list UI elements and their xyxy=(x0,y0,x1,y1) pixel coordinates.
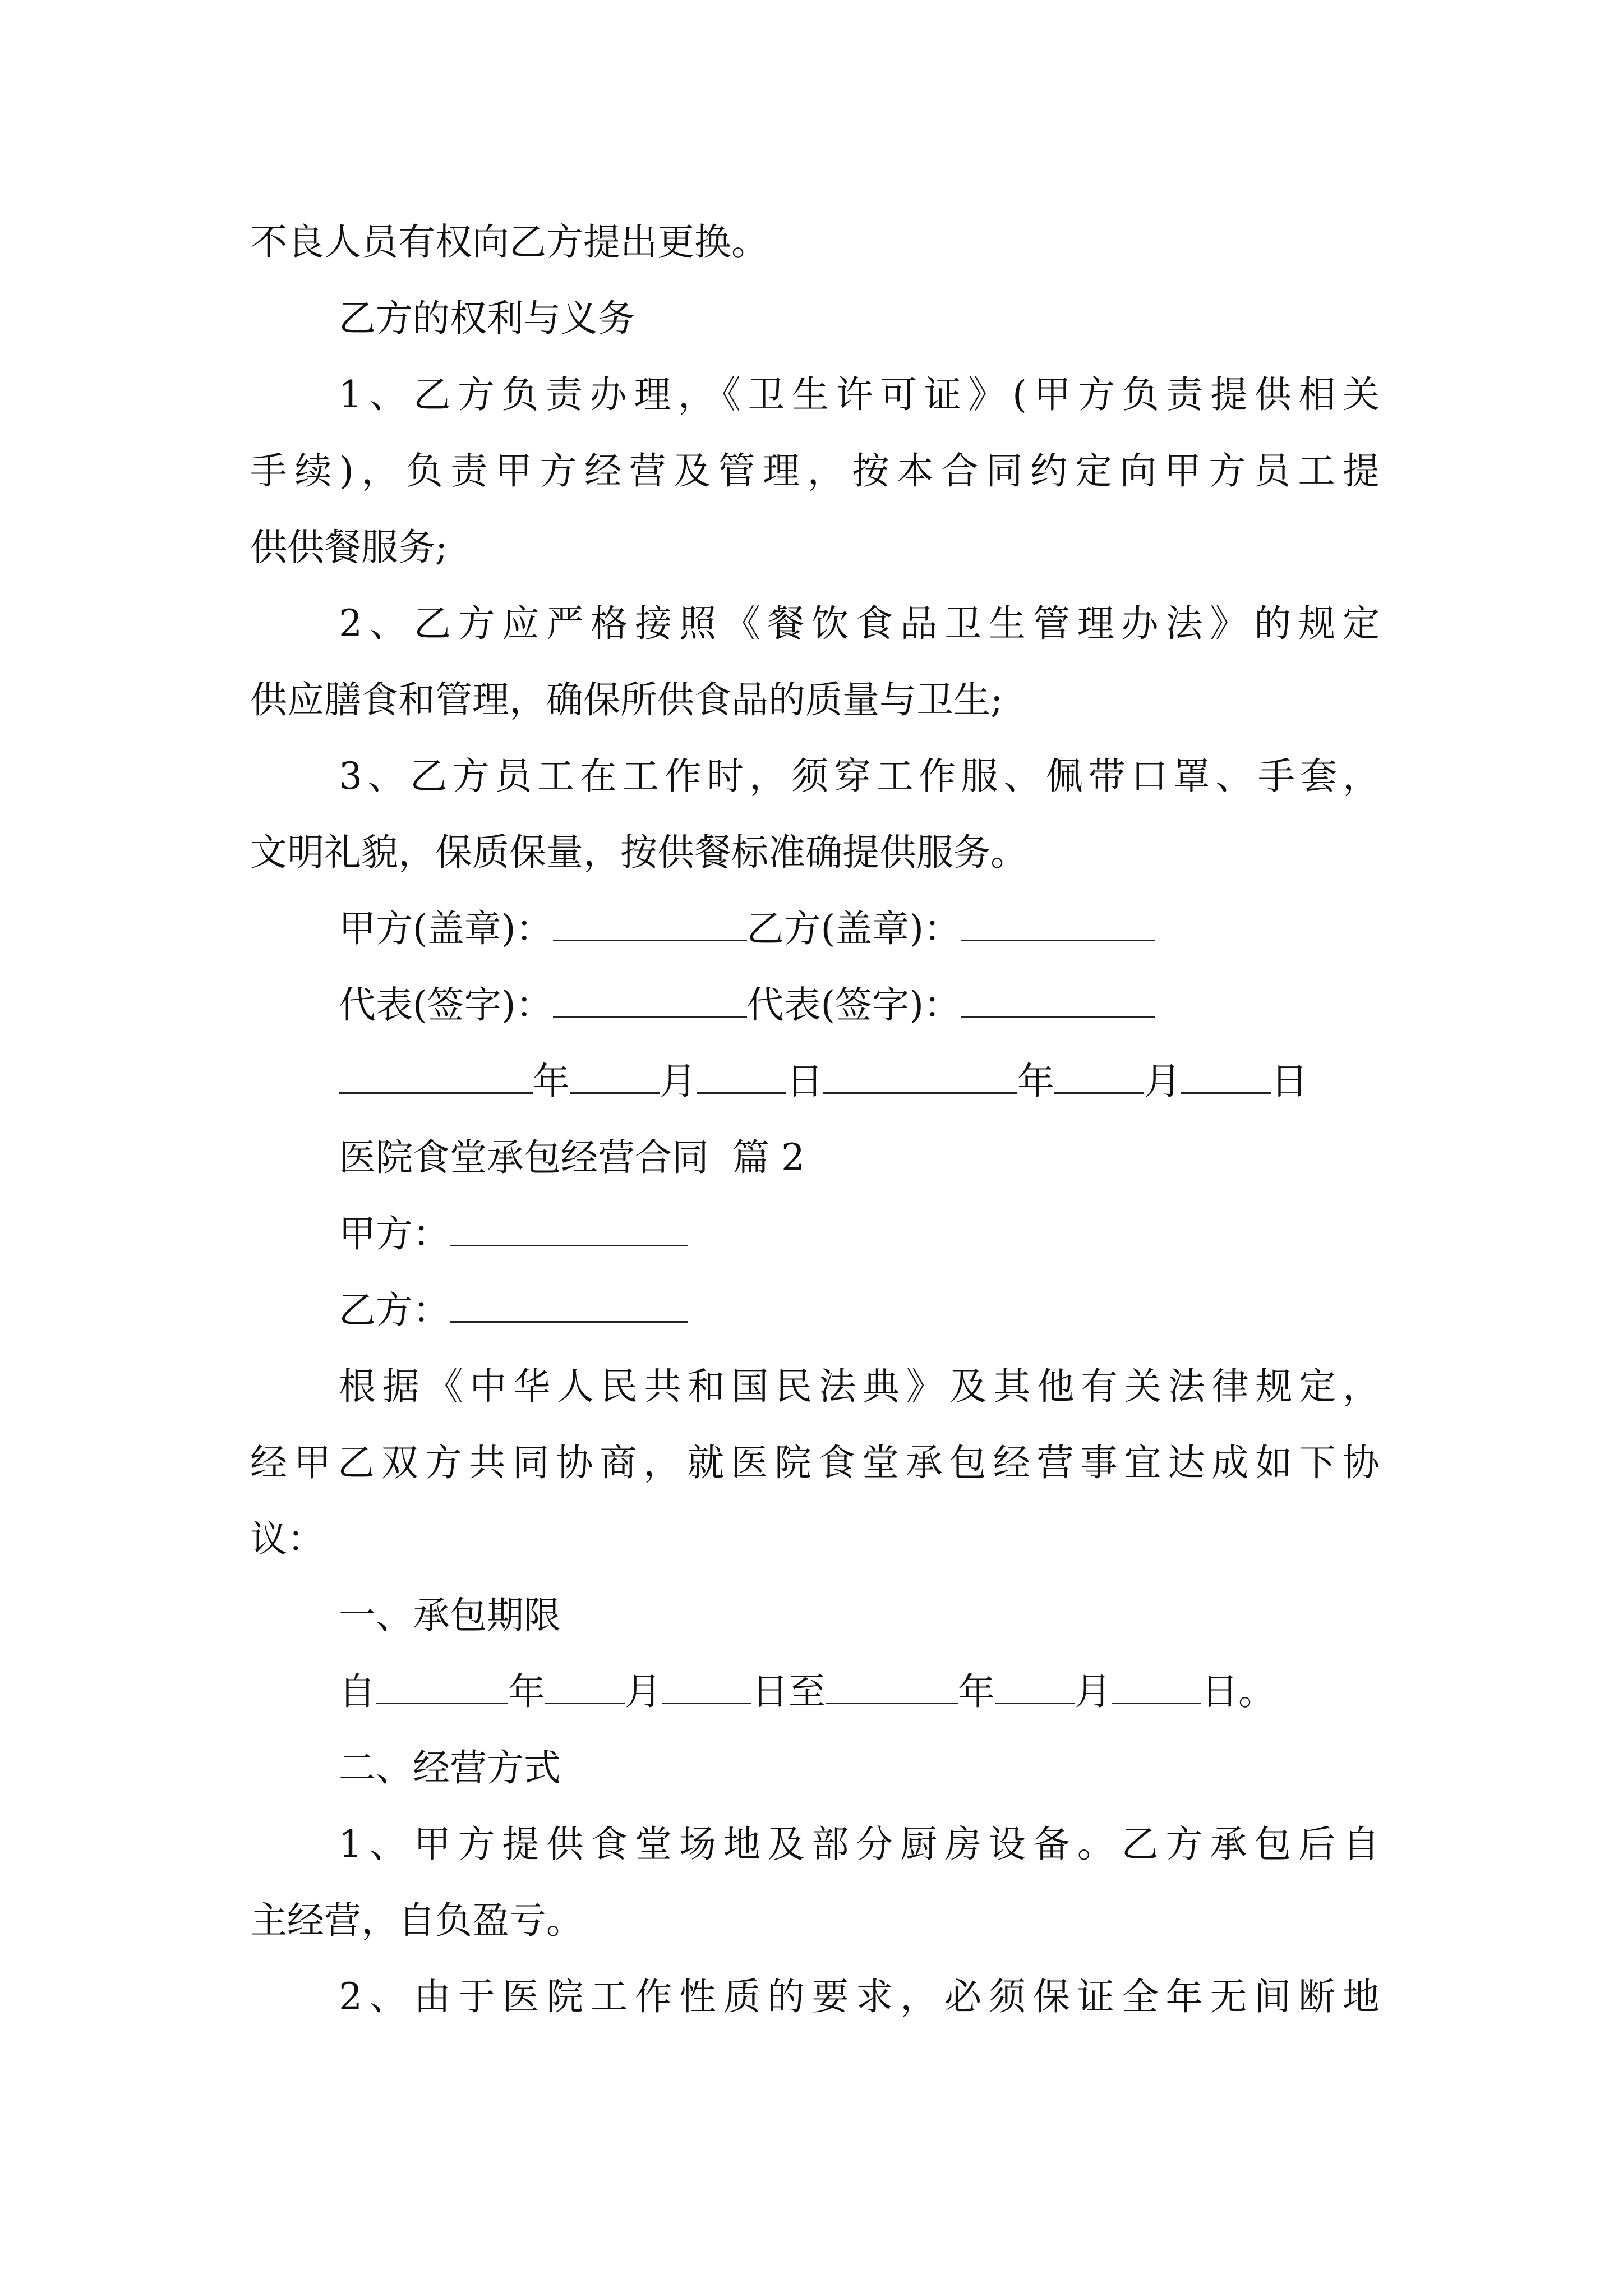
year-label: 年 xyxy=(508,1670,545,1713)
date-day-field[interactable] xyxy=(1181,1061,1271,1094)
signature-line-rep xyxy=(339,983,1155,1028)
text-line: 根据《中华人民共和国民法典》及其他有关法律规定， xyxy=(339,1365,1380,1408)
text-line: 2、乙方应严格接照《餐饮食品卫生管理办法》的规定 xyxy=(339,602,1380,645)
rep-b-field[interactable] xyxy=(961,984,1155,1018)
party-a-field[interactable] xyxy=(450,1213,688,1246)
day-label: 日 xyxy=(1271,1060,1308,1103)
text-line: 1、甲方提供食堂场地及部分厨房设备。乙方承包后自 xyxy=(339,1823,1380,1866)
section-heading: 二、经营方式 xyxy=(339,1746,561,1789)
term-start-year-field[interactable] xyxy=(376,1671,508,1704)
rep-b-label: 代表(签字)： xyxy=(746,983,961,1027)
term-end-day-field[interactable] xyxy=(1112,1671,1201,1704)
text-line: 2、由于医院工作性质的要求，必须保证全年无间断地 xyxy=(339,1975,1380,2018)
rep-a-label: 代表(签字)： xyxy=(339,983,553,1027)
date-month-field[interactable] xyxy=(570,1061,660,1094)
day-label: 日 xyxy=(786,1060,823,1103)
month-label: 月 xyxy=(1075,1670,1112,1713)
term-end-month-field[interactable] xyxy=(995,1671,1075,1704)
party-b-seal-field[interactable] xyxy=(961,908,1155,941)
party-b-label: 乙方： xyxy=(339,1289,450,1332)
year-label: 年 xyxy=(958,1670,995,1713)
date-year-field[interactable] xyxy=(339,1061,533,1094)
date-month-field[interactable] xyxy=(1054,1061,1144,1094)
text-line: 不良人员有权向乙方提出更换。 xyxy=(250,220,768,264)
text-line: 文明礼貌，保质保量，按供餐标准确提供服务。 xyxy=(250,831,1027,874)
month-label: 月 xyxy=(1144,1060,1181,1103)
month-label: 月 xyxy=(625,1670,662,1713)
term-to-label: 日至 xyxy=(751,1670,826,1713)
term-from-label: 自 xyxy=(339,1670,376,1713)
date-line xyxy=(339,1059,1308,1104)
text-line: 议： xyxy=(250,1517,324,1561)
month-label: 月 xyxy=(660,1060,697,1103)
term-end-year-field[interactable] xyxy=(826,1671,958,1704)
text-line: 经甲乙双方共同协商，就医院食堂承包经营事宜达成如下协 xyxy=(250,1441,1380,1484)
text-line: 手续)，负责甲方经营及管理，按本合同约定向甲方员工提 xyxy=(250,449,1380,493)
party-b-seal-label: 乙方(盖章)： xyxy=(746,907,961,950)
term-line xyxy=(339,1669,1275,1714)
section-heading: 一、承包期限 xyxy=(339,1594,561,1637)
party-a-seal-field[interactable] xyxy=(553,908,747,941)
year-label: 年 xyxy=(1017,1060,1054,1103)
text-line: 供供餐服务; xyxy=(250,526,448,569)
party-a-label: 甲方： xyxy=(339,1212,450,1255)
date-day-field[interactable] xyxy=(697,1061,786,1094)
party-b-field[interactable] xyxy=(450,1290,688,1323)
text-line: 主经营，自负盈亏。 xyxy=(250,1899,583,1942)
year-label: 年 xyxy=(533,1060,570,1103)
section-heading: 乙方的权利与义务 xyxy=(339,297,635,340)
rep-a-field[interactable] xyxy=(553,984,747,1018)
text-line: 供应膳食和管理，确保所供食品的质量与卫生; xyxy=(250,678,1003,721)
party-a-line xyxy=(339,1212,688,1257)
text-line: 3、乙方员工在工作时，须穿工作服、佩带口罩、手套， xyxy=(339,754,1380,798)
term-start-month-field[interactable] xyxy=(545,1671,625,1704)
document-title: 医院食堂承包经营合同 篇 2 xyxy=(339,1136,805,1179)
term-start-day-field[interactable] xyxy=(662,1671,751,1704)
party-b-line xyxy=(339,1288,688,1333)
text-line: 1、乙方负责办理，《卫生许可证》(甲方负责提供相关 xyxy=(339,373,1380,416)
term-end-label: 日。 xyxy=(1201,1670,1275,1713)
party-a-seal-label: 甲方(盖章)： xyxy=(339,907,553,950)
signature-line-seal xyxy=(339,907,1155,951)
date-year-field[interactable] xyxy=(823,1061,1017,1094)
